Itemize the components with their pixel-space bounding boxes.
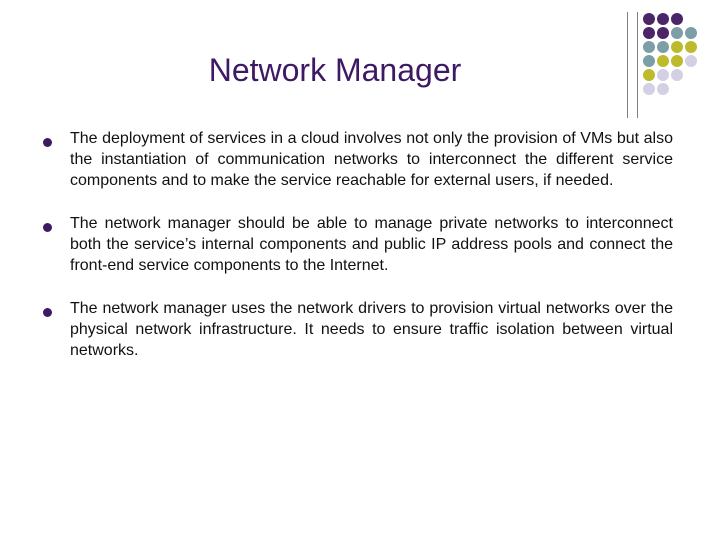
decorative-dot-icon bbox=[657, 83, 669, 95]
decorative-dot-icon bbox=[657, 55, 669, 67]
decorative-vertical-line bbox=[637, 12, 638, 118]
bullet-dot-icon bbox=[43, 138, 52, 147]
decorative-dot-icon bbox=[643, 83, 655, 95]
decorative-dot-icon bbox=[657, 41, 669, 53]
decorative-dot-icon bbox=[671, 41, 683, 53]
bullet-dot-icon bbox=[43, 223, 52, 232]
decorative-dot-icon bbox=[671, 27, 683, 39]
bullet-item bbox=[40, 213, 673, 276]
decorative-dot-icon bbox=[671, 69, 683, 81]
decorative-dot-icon bbox=[643, 41, 655, 53]
decorative-dot-icon bbox=[643, 69, 655, 81]
slide-title: Network Manager bbox=[208, 52, 462, 88]
bullet-text: The deployment of services in a cloud involves not only the provision of VMs but also the instantiation of communication networks to interconnect the different service components and to make the service reachable for external users, if needed. bbox=[70, 130, 673, 189]
decorative-dot-icon bbox=[657, 13, 669, 25]
decorative-dot-icon bbox=[671, 55, 683, 67]
decorative-dot-icon bbox=[657, 27, 669, 39]
decorative-dot-icon bbox=[643, 55, 655, 67]
decorative-dot-icon bbox=[671, 13, 683, 25]
decorative-dot-icon bbox=[685, 55, 697, 67]
decorative-dot-icon bbox=[685, 41, 697, 53]
bullet-list bbox=[40, 128, 673, 383]
decorative-dot-icon bbox=[657, 69, 669, 81]
bullet-item bbox=[40, 298, 673, 361]
bullet-item bbox=[40, 128, 673, 191]
bullet-text: The network manager uses the network drivers to provision virtual networks over the physical network infrastructure. It needs to ensure traffic isolation between virtual networks. bbox=[70, 300, 673, 359]
bullet-text: The network manager should be able to manage private networks to interconnect both the service’s internal components and public IP address pools and connect the front-end service components to the Internet. bbox=[70, 215, 673, 274]
bullet-dot-icon bbox=[43, 308, 52, 317]
decorative-dot-icon bbox=[685, 27, 697, 39]
decorative-vertical-line bbox=[627, 12, 628, 118]
decorative-dot-icon bbox=[643, 13, 655, 25]
decorative-dot-icon bbox=[643, 27, 655, 39]
